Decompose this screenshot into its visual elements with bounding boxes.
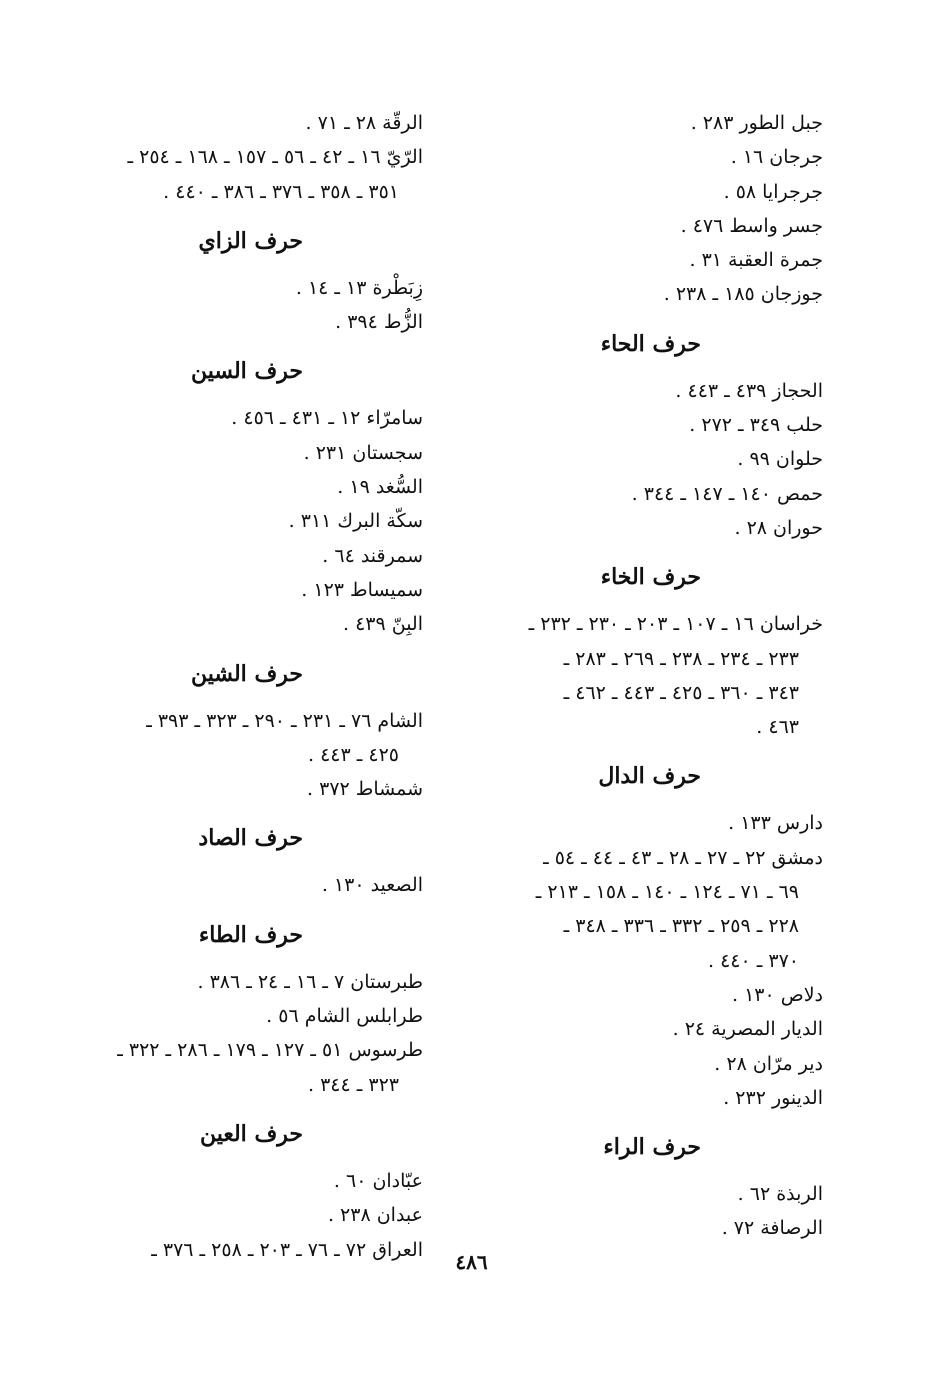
section-heading: حرف الزاي: [198, 227, 303, 254]
section-heading: حرف العين: [199, 1120, 303, 1147]
section-heading: حرف الدال: [598, 763, 701, 790]
section-heading: حرف الطاء: [198, 921, 303, 948]
index-entry-continuation: ٣٧٠ ـ ٤٤٠ .: [708, 949, 799, 972]
index-entry: الزُّط ٣٩٤ .: [335, 311, 423, 334]
index-entry: السُّغد ١٩ .: [337, 476, 423, 499]
index-entry: البِنّ ٤٣٩ .: [342, 613, 423, 636]
index-entry: الشام ٧٦ ـ ٢٣١ ـ ٢٩٠ ـ ٣٢٣ ـ ٣٩٣ ـ: [146, 709, 423, 732]
section-heading: حرف الشين: [190, 660, 303, 687]
index-entry: حمص ١٤٠ ـ ١٤٧ ـ ٣٤٤ .: [631, 482, 823, 505]
index-entry: حلب ٣٤٩ ـ ٢٧٢ .: [689, 414, 823, 437]
index-entry-continuation: ٤٦٣ .: [756, 716, 799, 739]
index-entry: طبرستان ٧ ـ ١٦ ـ ٢٤ ـ ٣٨٦ .: [197, 970, 423, 993]
index-entry-continuation: ٢٢٨ ـ ٢٥٩ ـ ٣٣٢ ـ ٣٣٦ ـ ٣٤٨ ـ: [563, 915, 799, 938]
index-entry: سكّة البرك ٣١١ .: [288, 510, 423, 533]
index-entry: حوران ٢٨ .: [734, 516, 823, 539]
index-entry: الصعيد ١٣٠ .: [321, 874, 423, 897]
index-entry: طرسوس ٥١ ـ ١٢٧ ـ ١٧٩ ـ ٢٨٦ ـ ٣٢٢ ـ: [117, 1039, 423, 1062]
index-entry: جسر واسط ٤٧٦ .: [680, 214, 823, 237]
index-entry: جرجان ١٦ .: [730, 146, 823, 169]
index-entry: الدينور ٢٣٢ .: [723, 1086, 823, 1109]
index-entry-continuation: ٣٢٣ ـ ٣٤٤ .: [308, 1073, 399, 1096]
index-entry: العراق ٧٢ ـ ٧٦ ـ ٢٠٣ ـ ٢٥٨ ـ ٣٧٦ ـ: [151, 1238, 423, 1261]
index-entry: دارس ١٣٣ .: [728, 812, 823, 835]
index-entry: جمرة العقبة ٣١ .: [689, 249, 823, 272]
index-entry: عبّادان ٦٠ .: [333, 1169, 423, 1192]
index-entry-continuation: ٦٩ ـ ٧١ ـ ١٢٤ ـ ١٤٠ ـ ١٥٨ ـ ٢١٣ ـ: [535, 881, 799, 904]
right-column: [471, 106, 823, 1246]
index-entry: الرقّة ٢٨ ـ ٧١ .: [305, 112, 423, 134]
index-entry: سجستان ٢٣١ .: [303, 441, 423, 464]
left-column: [71, 106, 423, 1267]
index-entry-continuation: ٤٢٥ ـ ٤٤٣ .: [308, 743, 399, 766]
page-number: ٤٨٦: [455, 1250, 488, 1274]
index-entry: جرجرايا ٥٨ .: [723, 180, 823, 203]
section-heading: حرف الخاء: [600, 564, 701, 591]
index-entry: حلوان ٩٩ .: [737, 448, 823, 471]
section-heading: حرف السين: [190, 358, 303, 385]
index-entry: دمشق ٢٢ ـ ٢٧ ـ ٢٨ ـ ٤٣ ـ ٤٤ ـ ٥٤ ـ: [543, 846, 823, 869]
index-entry: الربذة ٦٢ .: [737, 1183, 823, 1206]
index-entry: سميساط ١٢٣ .: [301, 578, 423, 601]
index-entry: جوزجان ١٨٥ ـ ٢٣٨ .: [663, 283, 823, 306]
index-entry: الديار المصرية ٢٤ .: [672, 1018, 823, 1041]
index-entry: الحجاز ٤٣٩ ـ ٤٤٣ .: [675, 379, 823, 402]
index-entry: سامرّاء ١٢ ـ ٤٣١ ـ ٤٥٦ .: [231, 407, 423, 430]
index-entry: عبدان ٢٣٨ .: [327, 1204, 423, 1227]
index-entry: زِبَطْرة ١٣ ـ ١٤ .: [295, 276, 423, 299]
index-entry: دير مرّان ٢٨ .: [714, 1052, 823, 1075]
section-heading: حرف الصاد: [198, 825, 303, 852]
index-entry: الرّيّ ١٦ ـ ٤٢ ـ ٥٦ ـ ١٥٧ ـ ١٦٨ ـ ٢٥٤ ـ: [127, 146, 423, 169]
index-entry: خراسان ١٦ ـ ١٠٧ ـ ٢٠٣ ـ ٢٣٠ ـ ٢٣٢ ـ: [528, 613, 823, 636]
index-entry: جبل الطور ٢٨٣ .: [690, 112, 823, 134]
index-entry-continuation: ٢٣٣ ـ ٢٣٤ ـ ٢٣٨ ـ ٢٦٩ ـ ٢٨٣ ـ: [563, 647, 799, 670]
index-entry: دلاص ١٣٠ .: [731, 983, 823, 1006]
index-entry: طرابلس الشام ٥٦ .: [266, 1005, 423, 1028]
index-entry: سمرقند ٦٤ .: [322, 544, 423, 567]
section-heading: حرف الراء: [603, 1134, 701, 1161]
index-entry: الرصافة ٧٢ .: [721, 1217, 823, 1240]
index-entry-continuation: ٣٥١ ـ ٣٥٨ ـ ٣٧٦ ـ ٣٨٦ ـ ٤٤٠ .: [163, 180, 399, 203]
section-heading: حرف الحاء: [600, 330, 701, 357]
index-entry: شمشاط ٣٧٢ .: [307, 778, 423, 801]
index-entry-continuation: ٣٤٣ ـ ٣٦٠ ـ ٤٢٥ ـ ٤٤٣ ـ ٤٦٢ ـ: [563, 681, 799, 704]
